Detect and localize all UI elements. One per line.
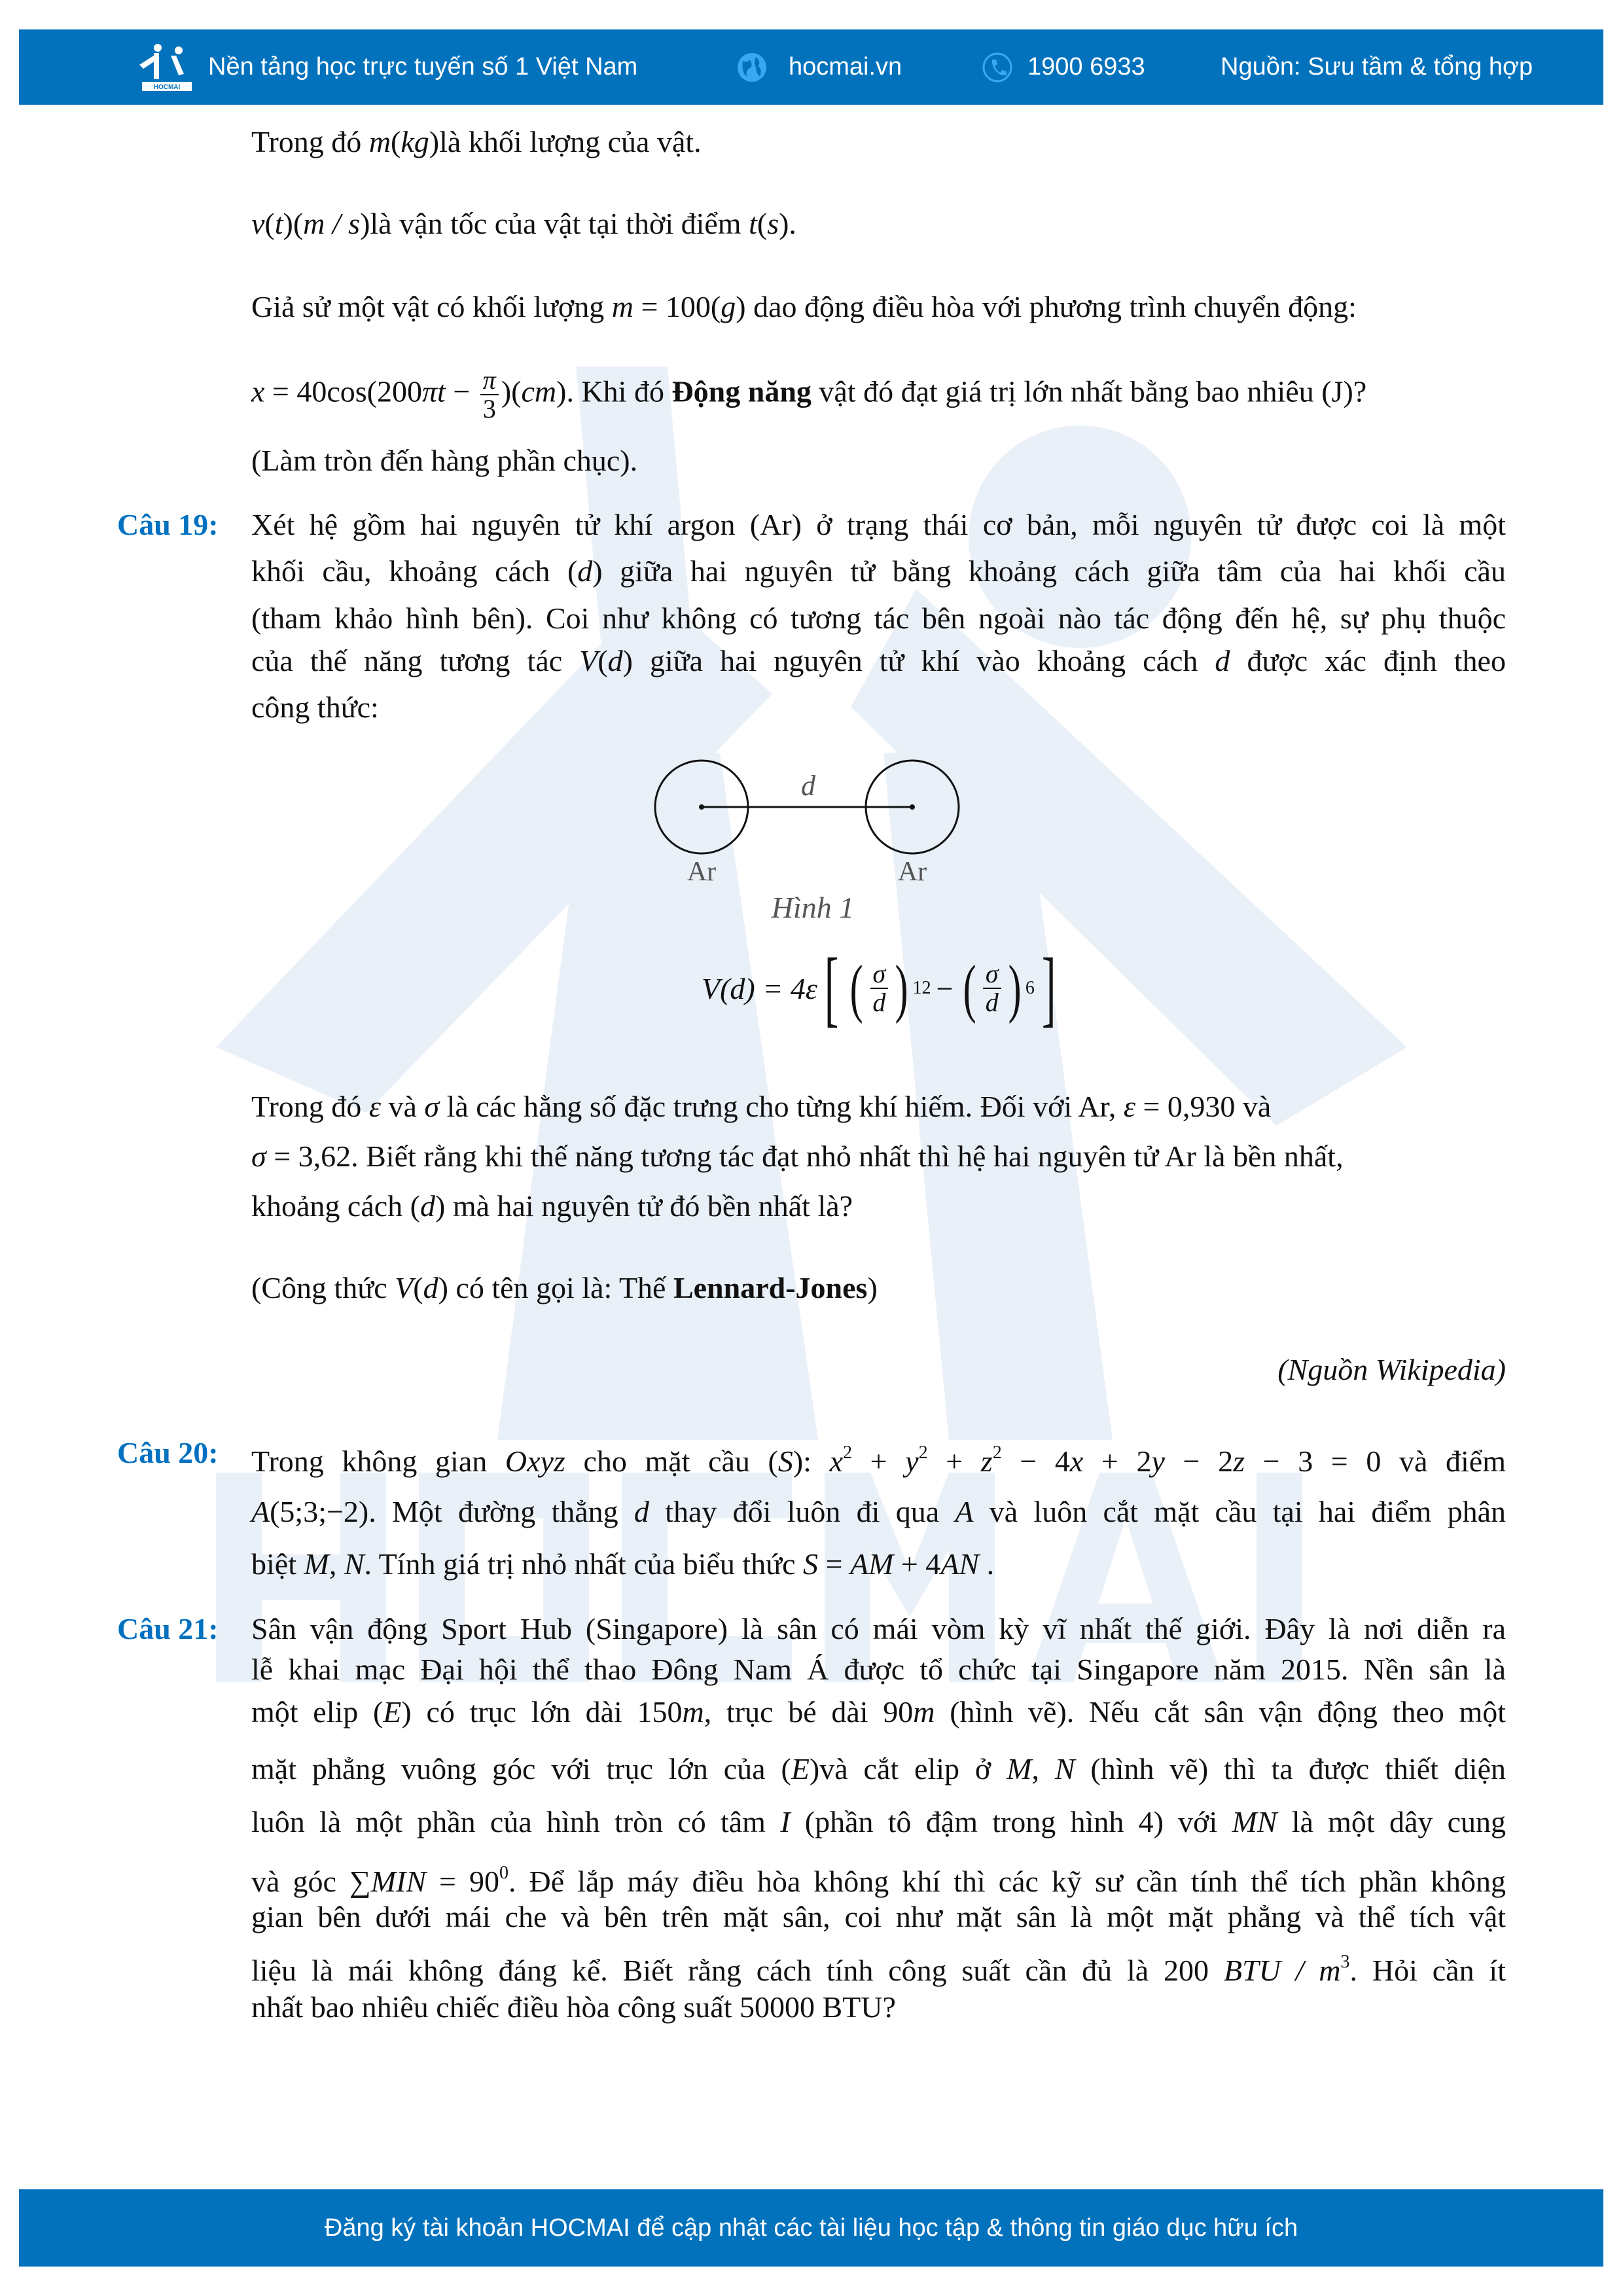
math-symbol: MN	[1232, 1805, 1277, 1839]
text-segment: (Công thức	[251, 1271, 395, 1304]
text-line	[251, 1803, 1506, 1842]
text-segment: ) có tên gọi là: Thế	[438, 1271, 673, 1304]
math-symbol: σ	[424, 1090, 440, 1123]
text-segment: +	[927, 1444, 981, 1478]
text-segment: )là vận tốc của vật tại thời điểm	[360, 207, 749, 240]
math-symbol: A	[251, 1495, 270, 1528]
text-line	[251, 1137, 1506, 1176]
math-symbol: ε	[1123, 1090, 1135, 1123]
math-symbol: t	[749, 207, 757, 240]
text-segment: thay đổi luôn đi qua	[649, 1495, 955, 1528]
text-segment: ) dao động điều hòa với phương trình chuyển động:	[736, 290, 1357, 323]
text-line	[251, 1609, 1506, 1649]
math-symbol: m / s	[303, 207, 361, 240]
text-segment: = 90	[426, 1865, 500, 1898]
text-segment: (	[391, 125, 401, 158]
text-line	[251, 1087, 1506, 1126]
footer-text[interactable]: Đăng ký tài khoản HOCMAI để cập nhật các tài liệu học tập & thông tin giáo dục hữu ích	[324, 2214, 1298, 2242]
text-line	[251, 688, 1506, 727]
text-segment: ) giữa hai nguyên tử khí vào khoảng cách	[622, 644, 1215, 677]
formula-den-2: d	[985, 988, 999, 1017]
question-21-label: Câu 21:	[117, 1612, 219, 1645]
math-symbol: x	[251, 374, 265, 408]
math-symbol: BTU / m	[1223, 1954, 1341, 1987]
math-symbol: ε	[368, 1090, 381, 1123]
text-segment: . Hỏi cần ít	[1349, 1954, 1506, 1987]
text-segment: (	[413, 1271, 423, 1304]
text-line	[251, 641, 1506, 681]
text-segment: (hình vẽ) thì ta được thiết diện	[1075, 1752, 1506, 1785]
phone-icon	[982, 29, 1013, 105]
text-line	[251, 1749, 1506, 1789]
left-bracket: [	[824, 941, 839, 1035]
atom-left-label: Ar	[687, 857, 717, 887]
math-symbol: S	[777, 1444, 793, 1478]
distance-label: d	[801, 770, 815, 802]
math-symbol: V	[395, 1271, 414, 1304]
formula-num-2: σ	[983, 960, 1001, 989]
text-segment: mặt phẳng vuông góc với trục lớn của (	[251, 1752, 791, 1785]
left-paren: (	[963, 952, 976, 1024]
fraction: $\frac{\pi}{3}$	[480, 367, 499, 423]
text-segment: (	[757, 207, 768, 240]
header-bar	[19, 29, 1603, 105]
text-segment: và	[380, 1090, 425, 1123]
text-segment: (5;3;−2). Một đường thẳng	[270, 1495, 634, 1528]
text-segment: ).	[779, 207, 796, 240]
text-line	[251, 1492, 1506, 1532]
formula-exp-2: 6	[1025, 978, 1035, 998]
text-segment: + 4	[893, 1547, 941, 1581]
question-20-label: Câu 20:	[117, 1436, 219, 1469]
text-segment: ,	[329, 1547, 344, 1581]
math-symbol: N	[344, 1547, 365, 1581]
text-segment: cho mặt cầu (	[565, 1444, 778, 1478]
text-segment: ). Khi đó	[556, 374, 672, 408]
text-line	[251, 1988, 1506, 2027]
text-segment: công thức:	[251, 691, 379, 724]
text-segment: )và cắt elip ở	[809, 1752, 1007, 1785]
text-line	[251, 1268, 1506, 1308]
text-line	[251, 1350, 1506, 1390]
text-segment: vật đó đạt giá trị lớn nhất bằng bao nhiêu (J)?	[811, 374, 1367, 408]
text-segment: − 3 = 0 và điểm	[1245, 1444, 1507, 1478]
bold-text: Lennard-Jones	[673, 1271, 868, 1304]
text-segment: được xác định theo	[1230, 644, 1506, 677]
right-paren: )	[895, 952, 908, 1024]
text-segment: (	[264, 207, 275, 240]
math-symbol: d	[423, 1271, 438, 1304]
math-symbol: s	[767, 207, 779, 240]
svg-text:HOCMAI: HOCMAI	[153, 83, 181, 91]
sigma-symbol: ∑	[349, 1865, 371, 1898]
text-segment: Sân vận động Sport Hub (Singapore) là sân có mái vòm kỳ vĩ nhất thế giới. Đây là nơi diễn ra	[251, 1612, 1506, 1645]
hocmai-logo-icon	[138, 29, 193, 105]
figure-caption: Hình 1	[771, 891, 855, 924]
text-line	[251, 599, 1506, 638]
formula-exp-1: 12	[912, 978, 931, 998]
right-paren: )	[1008, 952, 1022, 1024]
text-line	[251, 505, 1506, 545]
superscript: 2	[843, 1443, 852, 1463]
text-segment: khoảng cách (	[251, 1189, 420, 1223]
formula-minus: −	[936, 971, 954, 1005]
text-line	[251, 204, 1506, 243]
math-symbol: d	[577, 554, 593, 588]
text-segment: Trong không gian	[251, 1444, 505, 1478]
math-symbol: d	[607, 644, 623, 677]
text-segment: Trong đó	[251, 125, 369, 158]
text-segment: là các hằng số đặc trưng cho từng khí hiếm. Đối với Ar,	[439, 1090, 1124, 1123]
math-symbol: v	[251, 207, 265, 240]
text-segment: )	[867, 1271, 878, 1304]
math-symbol: σ	[251, 1139, 266, 1173]
math-symbol: M	[1007, 1752, 1032, 1785]
formula-den-1: d	[872, 988, 886, 1017]
math-symbol: AN	[940, 1547, 980, 1581]
text-segment: = 3,62. Biết rằng khi thế năng tương tác đạt nhỏ nhất thì hệ hai nguyên tử Ar là bền nhất,	[266, 1139, 1344, 1173]
text-segment: Trong đó	[251, 1090, 369, 1123]
footer-bar	[19, 2189, 1603, 2267]
text-segment: biệt	[251, 1547, 304, 1581]
text-line	[251, 1650, 1506, 1689]
text-segment: +	[852, 1444, 906, 1478]
text-line	[251, 552, 1506, 591]
formula-num-1: σ	[870, 960, 889, 989]
bold-text: Động năng	[671, 374, 812, 408]
text-segment: )(	[283, 207, 304, 240]
text-line	[251, 1897, 1506, 1937]
text-segment: − 2	[1164, 1444, 1234, 1478]
text-segment: (Làm tròn đến hàng phần chục).	[251, 444, 638, 477]
text-segment: = 40cos(200	[264, 374, 423, 408]
math-symbol: m	[913, 1695, 935, 1729]
header-slogan: Nền tảng học trực tuyến số 1 Việt Nam	[208, 53, 638, 81]
math-symbol: (Nguồn Wikipedia)	[1277, 1353, 1506, 1386]
text-segment: . Tính giá trị nhỏ nhất của biểu thức	[364, 1547, 803, 1581]
website-link[interactable]: hocmai.vn	[789, 53, 902, 81]
text-segment: .	[979, 1547, 995, 1581]
text-segment: là một dây cung	[1277, 1805, 1507, 1839]
text-segment: −	[445, 374, 478, 408]
math-symbol: MIN	[370, 1865, 427, 1898]
text-segment: luôn là một phần của hình tròn có tâm	[251, 1805, 781, 1839]
superscript: 2	[992, 1443, 1002, 1463]
text-segment: một elip (	[251, 1695, 383, 1729]
text-segment: , trục bé dài 90	[704, 1695, 914, 1729]
math-symbol: z	[1233, 1444, 1245, 1478]
text-segment: liệu là mái không đáng kể. Biết rằng cách tính công suất cần đủ là 200	[251, 1954, 1224, 1987]
text-line	[251, 122, 1506, 162]
text-segment: . Để lắp máy điều hòa không khí thì các kỹ sư cần tính thể tích phần không	[508, 1865, 1506, 1898]
math-symbol: y	[1151, 1444, 1165, 1478]
math-symbol: cm	[521, 374, 557, 408]
text-segment: (tham khảo hình bên). Coi như không có tương tác bên ngoài nào tác động đến hệ, sự phụ thuộc	[251, 601, 1506, 635]
text-segment: )(	[501, 374, 522, 408]
math-symbol: x	[829, 1444, 843, 1478]
text-line	[251, 1943, 1506, 1990]
text-line	[251, 1433, 1506, 1481]
text-segment: − 4	[1001, 1444, 1070, 1478]
right-bracket: ]	[1041, 941, 1056, 1035]
text-segment: ) có trục lớn dài 150	[401, 1695, 683, 1729]
math-symbol: πt	[422, 374, 446, 408]
math-symbol: A	[955, 1495, 974, 1528]
text-segment: (	[597, 644, 608, 677]
text-segment: = 0,930 và	[1135, 1090, 1272, 1123]
text-segment: và góc	[251, 1865, 349, 1898]
math-symbol: g	[721, 290, 736, 323]
text-segment: nhất bao nhiêu chiếc điều hòa công suất 50000 BTU?	[251, 1990, 896, 2024]
text-segment: của thế năng tương tác	[251, 644, 580, 677]
text-line	[251, 441, 1506, 480]
text-segment: ) giữa hai nguyên tử bằng khoảng cách giữa tâm của hai khối cầu	[592, 554, 1506, 588]
globe-icon	[736, 29, 768, 105]
text-segment: gian bên dưới mái che và bên trên mặt sân, coi như mặt sân là một mặt phẳng và thể tích vật	[251, 1900, 1506, 1933]
text-line	[251, 1693, 1506, 1732]
text-segment: Xét hệ gồm hai nguyên tử khí argon (Ar) ở trạng thái cơ bản, mỗi nguyên tử được coi là một	[251, 508, 1506, 541]
math-symbol: N	[1054, 1752, 1075, 1785]
source-note: Nguồn: Sưu tầm & tổng hợp	[1221, 53, 1533, 81]
math-symbol: d	[633, 1495, 649, 1528]
question-19-label: Câu 19:	[117, 508, 219, 541]
math-symbol: M	[304, 1547, 329, 1581]
left-paren: (	[849, 952, 863, 1024]
math-symbol: m	[368, 125, 391, 158]
text-segment: lễ khai mạc Đại hội thể thao Đông Nam Á được tổ chức tại Singapore năm 2015. Nền sân là	[251, 1653, 1506, 1686]
math-symbol: z	[980, 1444, 993, 1478]
text-segment: = 100(	[633, 290, 721, 323]
math-symbol: S	[802, 1547, 818, 1581]
text-segment: ):	[793, 1444, 830, 1478]
argon-atoms-figure	[641, 746, 982, 942]
text-segment: khối cầu, khoảng cách (	[251, 554, 578, 588]
text-line	[251, 1854, 1506, 1901]
math-symbol: E	[383, 1695, 402, 1729]
math-symbol: y	[905, 1444, 919, 1478]
math-symbol: d	[420, 1189, 435, 1223]
text-segment: và luôn cắt mặt cầu tại hai điểm phân	[973, 1495, 1506, 1528]
text-line	[251, 1187, 1506, 1226]
math-symbol: x	[1069, 1444, 1084, 1478]
math-symbol: AM	[849, 1547, 894, 1581]
math-symbol: Oxyz	[505, 1444, 565, 1478]
math-symbol: d	[1215, 644, 1230, 677]
math-symbol: V	[579, 644, 598, 677]
superscript: 0	[499, 1863, 509, 1883]
math-symbol: t	[274, 207, 283, 240]
math-symbol: m	[682, 1695, 704, 1729]
atom-right-label: Ar	[897, 857, 927, 887]
phone-number[interactable]: 1900 6933	[1027, 53, 1145, 81]
text-segment: ) mà hai nguyên tử đó bền nhất là?	[435, 1189, 853, 1223]
text-line	[251, 1545, 1506, 1584]
text-line	[251, 367, 1506, 423]
text-segment: Giả sử một vật có khối lượng	[251, 290, 612, 323]
text-segment: =	[817, 1547, 850, 1581]
text-segment: (phần tô đậm trong hình 4) với	[790, 1805, 1232, 1839]
text-line	[251, 287, 1506, 327]
math-symbol: kg	[401, 125, 429, 158]
text-segment: (hình vẽ). Nếu cắt sân vận động theo một	[935, 1695, 1507, 1729]
formula-lhs: V(d) = 4ε	[702, 971, 817, 1005]
lennard-jones-formula	[702, 942, 1063, 1034]
text-segment: )là khối lượng của vật.	[429, 125, 702, 158]
math-symbol: E	[791, 1752, 810, 1785]
math-symbol: I	[780, 1805, 791, 1839]
text-segment: ,	[1031, 1752, 1055, 1785]
text-segment: + 2	[1083, 1444, 1152, 1478]
superscript: 3	[1340, 1952, 1350, 1972]
math-symbol: m	[611, 290, 633, 323]
superscript: 2	[918, 1443, 928, 1463]
